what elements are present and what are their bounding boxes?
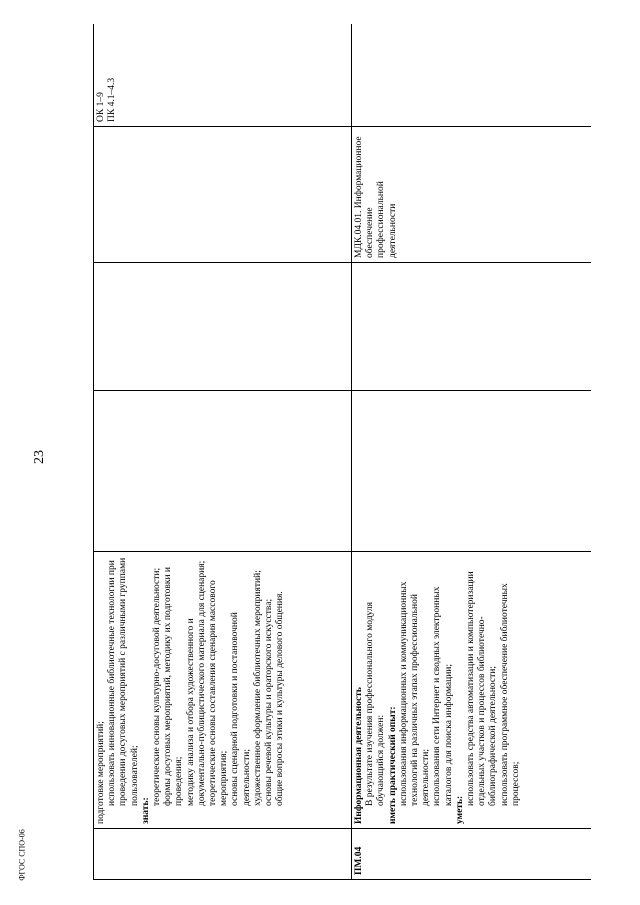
- cell-module-code: ПМ.04: [352, 829, 592, 880]
- rotated-table: [93, 24, 591, 880]
- cell-mdk: МДК.04.01. Информационное обеспечение профессиональной деятельности: [352, 127, 592, 263]
- content-line: теоретические основы культурно-досуговой деятельности;: [152, 567, 163, 806]
- content-line: основы речевой культуры и ораторского искусства;: [264, 598, 275, 806]
- content-line: художественное оформление библиотечных мероприятий;: [252, 570, 263, 806]
- table-row-pm04: [352, 24, 592, 880]
- page-number: 23: [32, 450, 47, 464]
- content-line: В результате изучения профессионального модуля обучающийся должен:: [365, 602, 387, 806]
- content-line: использования информационных и коммуникационных технологий на различных этапах профессиональной деятельности;: [398, 581, 432, 806]
- cell-hours: [94, 391, 352, 552]
- standard-table: [93, 24, 591, 880]
- content-line: иметь практический опыт:: [387, 706, 398, 824]
- content-line: уметь:: [454, 795, 465, 824]
- content-line: подготовке мероприятий;: [96, 721, 106, 824]
- cell-competencies: [94, 24, 352, 127]
- content-line: теоретические основы составления сценария массового мероприятия;: [208, 580, 230, 806]
- content-line: формы досуговых мероприятий, методику их подготовки и проведения;: [163, 567, 185, 806]
- content-line: общие вопросы этики и культуры делового общения.: [275, 591, 286, 806]
- rotated-table-frame: [93, 24, 591, 880]
- content-line: Информационная деятельность: [354, 687, 364, 824]
- cell-module-code: [94, 829, 352, 880]
- cell-content: [94, 552, 352, 829]
- footer-code: ФГОС СПО-06: [17, 829, 27, 881]
- competency-pk: ПК 4.1–4.3: [107, 77, 118, 122]
- content-line: использовать средства автоматизации и компьютеризации отдельных участков и процессов библиотечно-библиографической деятельности;: [466, 571, 499, 806]
- content-line: знать:: [140, 797, 151, 824]
- competency-ok: ОК 1–9: [96, 92, 106, 122]
- cell-mdk: [94, 127, 352, 263]
- content-line: использовать инновационные библиотечные технологии при проведении досуговых мероприятий с различными группами пользователей;: [107, 557, 140, 806]
- cell-hours-2: [94, 263, 352, 391]
- cell-competencies: [352, 24, 592, 127]
- content-line: использования сети Интернет и сводных электронных каталогов для поиска информации;: [432, 586, 454, 806]
- cell-content: [352, 552, 592, 829]
- cell-hours-2: [352, 263, 592, 391]
- content-line: использовать программное обеспечение библиотечных процессов;: [499, 583, 521, 806]
- content-line: основы сценарной подготовки и постановочной деятельности;: [230, 612, 252, 806]
- table-row-continuation: [94, 24, 352, 880]
- content-line: методику анализа и отбора художественного и документально-публицистического материала для сценария;: [185, 560, 207, 806]
- cell-hours: [352, 391, 592, 552]
